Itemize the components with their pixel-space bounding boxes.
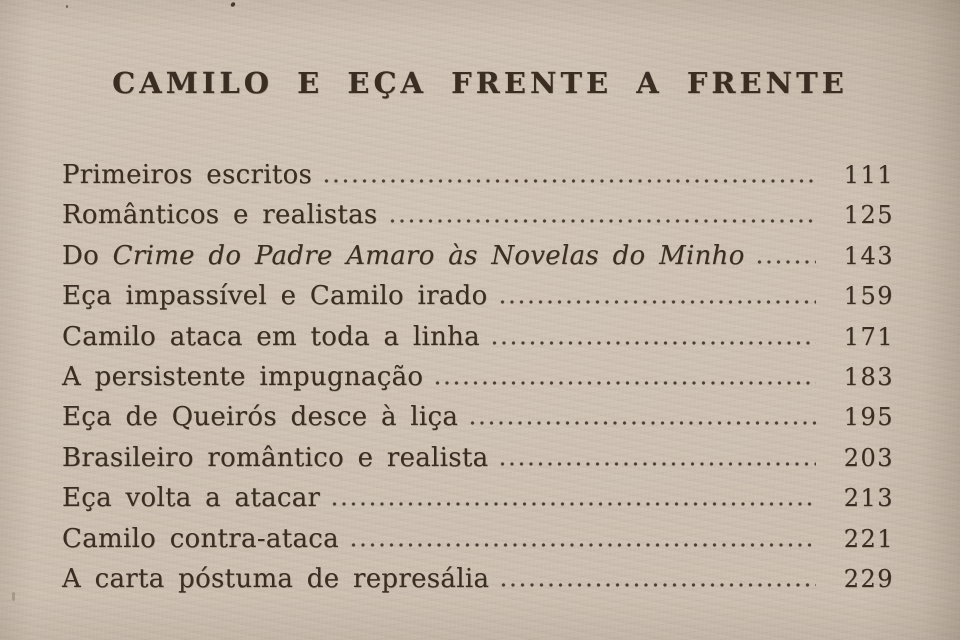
toc-entry-title xyxy=(62,276,488,316)
toc-title-segment: Camilo ataca em toda a linha xyxy=(62,321,480,352)
toc-entry-page-number: 171 xyxy=(843,322,894,351)
toc-title-segment: Brasileiro romântico e realista xyxy=(62,442,489,473)
toc-title-segment: Eça volta a atacar xyxy=(62,483,321,514)
toc-title-segment: Camilo contra-ataca xyxy=(62,523,339,554)
dot-leader xyxy=(351,543,816,547)
toc-entry xyxy=(62,357,894,397)
toc-entry-page-number: 125 xyxy=(843,201,894,230)
toc-entry xyxy=(62,397,894,437)
toc-entry xyxy=(62,276,894,316)
toc-title-segment: Primeiros escritos xyxy=(62,160,313,190)
toc-entry-title xyxy=(62,195,378,235)
toc-title-segment: Eça de Queirós desce à liça xyxy=(62,402,459,433)
toc-title-segment: Românticos e realistas xyxy=(62,200,378,231)
dot-leader xyxy=(757,260,816,264)
toc-entry-title xyxy=(62,438,488,478)
dot-leader xyxy=(500,462,816,466)
dot-leader xyxy=(492,341,816,345)
toc-entry xyxy=(62,195,894,235)
toc-title-segment: A carta póstuma de represália xyxy=(62,563,490,594)
toc-entry-title xyxy=(62,357,423,397)
dot-leader xyxy=(435,381,816,385)
dot-leader xyxy=(500,300,816,304)
toc-entry-title xyxy=(62,155,312,195)
paper-speck xyxy=(66,5,68,8)
dot-leader xyxy=(324,179,816,183)
toc-entry-page-number: 143 xyxy=(843,241,894,270)
page-title: CAMILO E EÇA FRENTE A FRENTE xyxy=(112,66,848,100)
toc-entry-title xyxy=(62,397,458,437)
toc-title-segment: A persistente impugnação xyxy=(62,361,424,392)
dot-leader xyxy=(332,502,816,506)
toc-title-segment: Eça impassível e Camilo irado xyxy=(62,281,488,312)
toc-entry xyxy=(62,519,894,559)
dot-leader xyxy=(390,219,816,223)
toc-list xyxy=(62,155,894,599)
toc-entry-page-number: 203 xyxy=(843,443,894,472)
paper-speck xyxy=(12,592,15,601)
toc-entry xyxy=(62,438,894,478)
toc-entry xyxy=(62,478,894,518)
toc-title-italic-segment: Crime do Padre Amaro às Novelas do Minho xyxy=(112,240,745,271)
dot-leader xyxy=(470,421,816,425)
toc-entry-title xyxy=(62,519,339,559)
toc-entry-page-number: 159 xyxy=(843,282,894,311)
toc-entry-page-number: 195 xyxy=(843,403,894,432)
toc-entry-title xyxy=(62,559,489,599)
toc-entry-page-number: 221 xyxy=(843,524,894,553)
toc-entry-page-number: 183 xyxy=(843,362,894,391)
toc-entry-title xyxy=(62,236,745,276)
toc-entry xyxy=(62,559,894,599)
toc-entry-title xyxy=(62,317,480,357)
toc-entry xyxy=(62,155,894,195)
dot-leader xyxy=(501,583,816,587)
toc-entry-title xyxy=(62,478,320,518)
toc-title-segment: Do xyxy=(62,240,113,271)
toc-entry xyxy=(62,317,894,357)
toc-entry-page-number: 229 xyxy=(843,564,894,593)
toc-entry xyxy=(62,236,894,276)
toc-entry-page-number: 213 xyxy=(843,484,894,513)
toc-entry-page-number: 111 xyxy=(843,161,894,189)
